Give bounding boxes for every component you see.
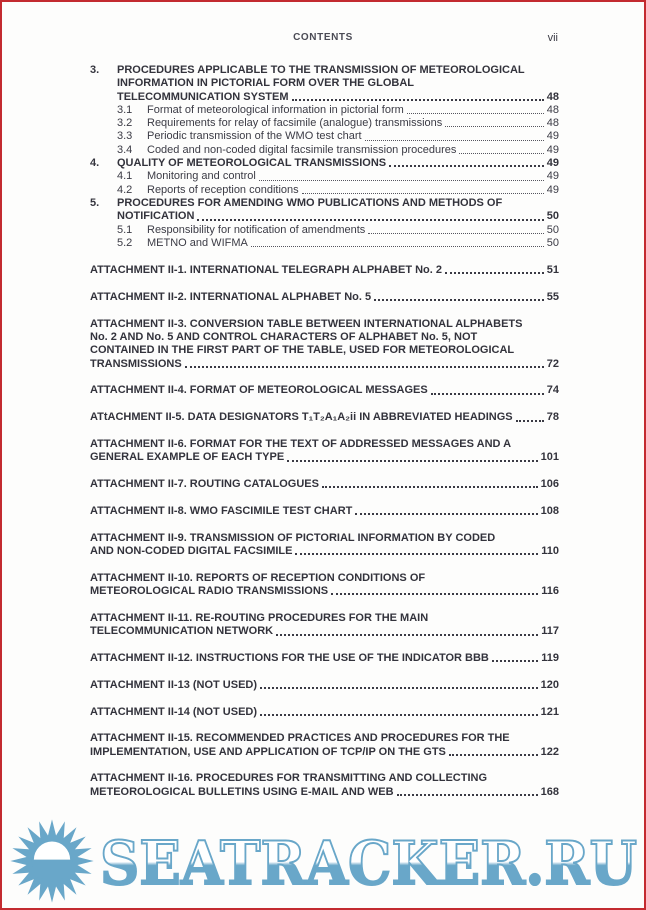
dot-leader-icon <box>397 794 538 796</box>
toc-subsection-number: 3.2 <box>117 117 133 130</box>
page-number: vii <box>547 32 558 44</box>
toc-attachment-entry <box>90 505 559 518</box>
toc-attachment-entry <box>90 384 559 397</box>
toc-entry-title: IMPLEMENTATION, USE AND APPLICATION OF TCP/IP ON THE GTS <box>90 745 446 758</box>
toc-attachment-title-line: ATTACHMENT II-3. CONVERSION TABLE BETWEEN INTERNATIONAL ALPHABETS <box>90 317 523 330</box>
toc-entry-title: AND NON-CODED DIGITAL FACSIMILE <box>90 545 293 558</box>
toc-entry-title: ATTACHMENT II-1. INTERNATIONAL TELEGRAPH ALPHABET No. 2 <box>90 264 442 277</box>
dot-leader-icon <box>389 165 544 167</box>
toc-entry-title: ATTACHMENT II-8. WMO FASCIMILE TEST CHART <box>90 504 353 517</box>
toc-sections <box>90 64 559 250</box>
toc-attachment-title-line: ATTACHMENT II-11. RE-ROUTING PROCEDURES FOR THE MAIN <box>90 611 429 624</box>
toc-entry-title: Responsibility for notification of amendments <box>147 223 366 236</box>
toc-entry-last-line <box>90 478 559 491</box>
table-of-contents <box>90 64 559 799</box>
toc-entry-title: ATTACHMENT II-12. INSTRUCTIONS FOR THE USE OF THE INDICATOR BBB <box>90 652 489 664</box>
toc-entry-page-number: 48 <box>546 103 559 116</box>
toc-section-title-line: PROCEDURES APPLICABLE TO THE TRANSMISSION OF METEOROLOGICAL <box>117 64 525 76</box>
toc-section-number: 5. <box>90 196 100 209</box>
toc-subsection-number: 5.1 <box>117 223 133 236</box>
dot-leader-icon <box>322 486 538 488</box>
dot-leader-icon <box>407 113 544 114</box>
dot-leader-icon <box>259 180 544 181</box>
toc-section-number: 3. <box>90 64 100 76</box>
toc-entry-title: ATtACHMENT II-5. DATA DESIGNATORS T₁T₂A₁A₂ii IN ABBREVIATED HEADINGS <box>90 411 513 424</box>
toc-entry-page-number: 106 <box>540 478 559 491</box>
page-header-title: CONTENTS <box>293 32 353 43</box>
toc-attachment-entry <box>90 438 559 465</box>
toc-entry-last-line <box>90 384 559 397</box>
toc-subsection-entry <box>90 117 559 130</box>
toc-entry-title: ATTACHMENT II-2. INTERNATIONAL ALPHABET No. 5 <box>90 290 372 303</box>
toc-subsection-entry <box>90 130 559 143</box>
toc-attachment-title-line: ATTACHMENT II-10. REPORTS OF RECEPTION CONDITIONS OF <box>90 571 426 584</box>
toc-attachment-entry <box>90 291 559 304</box>
toc-entry-last-line <box>90 679 559 692</box>
dot-leader-icon <box>492 660 538 662</box>
toc-attachment-entry <box>90 679 559 692</box>
toc-entry-page-number: 122 <box>540 745 559 758</box>
toc-entry-title: Format of meteorological information in pictorial form <box>147 103 404 116</box>
page-header <box>2 32 644 46</box>
toc-entry-title: ATTACHMENT II-4. FORMAT OF METEOROLOGICAL MESSAGES <box>90 384 428 397</box>
toc-entry-title: TELECOMMUNICATION SYSTEM <box>117 90 289 103</box>
toc-entry-last-line <box>90 545 559 558</box>
toc-entry-page-number: 49 <box>546 143 559 156</box>
toc-entry-last-line <box>90 585 559 598</box>
toc-entry-title: ATTACHMENT II-7. ROUTING CATALOGUES <box>90 478 319 491</box>
toc-entry-page-number: 116 <box>541 585 559 598</box>
toc-entry-page-number: 168 <box>540 785 559 798</box>
toc-entry-last-line <box>117 157 559 170</box>
toc-entry-page-number: 72 <box>546 357 559 370</box>
toc-section-entry <box>90 197 559 224</box>
toc-entry-page-number: 50 <box>546 236 559 249</box>
toc-entry-page-number: 108 <box>540 504 559 517</box>
toc-attachment-entry <box>90 264 559 277</box>
toc-subsection-number: 3.4 <box>117 143 133 156</box>
toc-attachment-entry <box>90 652 559 665</box>
toc-entry-page-number: 50 <box>546 223 559 236</box>
toc-section-title-line: PROCEDURES FOR AMENDING WMO PUBLICATIONS AND METHODS OF <box>117 196 503 209</box>
dot-leader-icon <box>445 272 544 274</box>
toc-subsection-entry <box>90 224 559 237</box>
toc-entry-title: Requirements for relay of facsimile (analogue) transmissions <box>147 117 443 130</box>
toc-entry-title: Periodic transmission of the WMO test chart <box>147 130 362 143</box>
toc-entry-title: METEOROLOGICAL RADIO TRANSMISSIONS <box>90 585 329 598</box>
toc-entry-last-line <box>90 505 559 518</box>
toc-entry-last-line <box>90 746 559 759</box>
dot-leader-icon <box>431 393 544 395</box>
toc-attachment-entry <box>90 772 559 799</box>
toc-subsection-number: 3.1 <box>117 103 133 116</box>
toc-entry-title: TELECOMMUNICATION NETWORK <box>90 625 274 638</box>
dot-leader-icon <box>185 366 544 368</box>
toc-entry-last-line <box>90 264 559 277</box>
sun-logo-icon <box>9 818 95 904</box>
dot-leader-icon <box>355 513 537 515</box>
dot-leader-icon <box>302 193 544 194</box>
toc-entry-title: ATTACHMENT II-13 (NOT USED) <box>90 678 258 691</box>
toc-entry-page-number: 49 <box>546 130 559 143</box>
toc-entry-title: NOTIFICATION <box>117 210 195 223</box>
toc-entry-last-line <box>90 625 559 638</box>
toc-entry-last-line <box>90 411 559 424</box>
dot-leader-icon <box>445 126 543 127</box>
toc-subsection-entry <box>90 144 559 157</box>
toc-entry-last-line <box>147 184 559 197</box>
toc-entry-last-line <box>117 210 559 223</box>
dot-leader-icon <box>449 754 538 756</box>
toc-entry-page-number: 120 <box>540 678 559 691</box>
toc-attachments <box>90 264 559 799</box>
toc-entry-last-line <box>90 706 559 719</box>
toc-entry-page-number: 50 <box>546 210 559 223</box>
toc-attachment-title-line: ATTACHMENT II-9. TRANSMISSION OF PICTORIAL INFORMATION BY CODED <box>90 531 496 544</box>
dot-leader-icon <box>197 219 543 221</box>
dot-leader-icon <box>251 246 544 247</box>
watermark-text: SEATRACKER.RU <box>99 828 638 900</box>
watermark-text-wrap <box>97 821 641 901</box>
toc-section-title-line: INFORMATION IN PICTORIAL FORM OVER THE GLOBAL <box>117 77 414 90</box>
toc-subsection-number: 5.2 <box>117 236 133 249</box>
toc-entry-page-number: 121 <box>540 705 559 718</box>
toc-subsection-entry <box>90 184 559 197</box>
toc-section-entry <box>90 157 559 170</box>
toc-subsection-entry <box>90 170 559 183</box>
dot-leader-icon <box>331 593 538 595</box>
toc-subsection-entry <box>90 104 559 117</box>
toc-entry-last-line <box>147 224 559 237</box>
toc-entry-title: ATTACHMENT II-14 (NOT USED) <box>90 705 258 718</box>
toc-attachment-title-line: ATTACHMENT II-6. FORMAT FOR THE TEXT OF ADDRESSED MESSAGES AND A <box>90 438 512 451</box>
toc-attachment-entry <box>90 532 559 559</box>
dot-leader-icon <box>368 233 543 234</box>
toc-entry-page-number: 78 <box>546 411 559 424</box>
toc-entry-page-number: 74 <box>546 384 559 397</box>
toc-entry-title: Reports of reception conditions <box>147 183 299 196</box>
watermark <box>5 817 641 905</box>
toc-attachment-entry <box>90 732 559 759</box>
toc-attachment-entry <box>90 612 559 639</box>
toc-entry-page-number: 48 <box>546 117 559 130</box>
toc-entry-last-line <box>90 451 559 464</box>
toc-entry-page-number: 49 <box>546 183 559 196</box>
toc-entry-title: METEOROLOGICAL BULLETINS USING E-MAIL AND WEB <box>90 785 394 798</box>
toc-attachment-entry <box>90 572 559 599</box>
toc-entry-last-line <box>147 117 559 130</box>
toc-entry-title: Monitoring and control <box>147 170 256 183</box>
toc-entry-last-line <box>147 170 559 183</box>
toc-attachment-entry <box>90 478 559 491</box>
toc-entry-page-number: 51 <box>546 264 559 277</box>
toc-attachment-entry <box>90 318 559 371</box>
dot-leader-icon <box>292 99 544 101</box>
toc-entry-page-number: 110 <box>541 545 559 558</box>
toc-attachment-entry <box>90 411 559 424</box>
toc-entry-title: METNO and WIFMA <box>147 236 248 249</box>
toc-entry-last-line <box>117 91 559 104</box>
dot-leader-icon <box>374 299 544 301</box>
toc-entry-page-number: 117 <box>541 625 559 638</box>
toc-entry-page-number: 55 <box>546 290 559 303</box>
toc-entry-title: QUALITY OF METEOROLOGICAL TRANSMISSIONS <box>117 157 387 170</box>
toc-entry-last-line <box>147 237 559 250</box>
dot-leader-icon <box>365 140 544 141</box>
toc-entry-last-line <box>147 104 559 117</box>
toc-entry-last-line <box>90 358 559 371</box>
dot-leader-icon <box>276 634 538 636</box>
toc-subsection-number: 3.3 <box>117 130 133 143</box>
toc-entry-last-line <box>147 144 559 157</box>
toc-entry-page-number: 48 <box>546 90 559 103</box>
toc-subsection-entry <box>90 237 559 250</box>
toc-attachment-title-line: No. 2 AND No. 5 AND CONTROL CHARACTERS OF ALPHABET No. 5, NOT <box>90 331 478 344</box>
dot-leader-icon <box>260 687 538 689</box>
toc-entry-last-line <box>90 786 559 799</box>
toc-entry-title: Coded and non-coded digital facsimile transmission procedures <box>147 143 457 156</box>
toc-entry-last-line <box>147 130 559 143</box>
toc-entry-page-number: 101 <box>540 451 559 464</box>
toc-entry-title: TRANSMISSIONS <box>90 357 182 370</box>
toc-entry-title: GENERAL EXAMPLE OF EACH TYPE <box>90 451 285 464</box>
dot-leader-icon <box>260 714 538 716</box>
toc-subsection-number: 4.1 <box>117 170 133 183</box>
toc-entry-last-line <box>90 291 559 304</box>
toc-attachment-entry <box>90 706 559 719</box>
toc-entry-last-line <box>90 652 559 665</box>
toc-subsection-number: 4.2 <box>117 183 133 196</box>
toc-attachment-title-line: ATTACHMENT II-15. RECOMMENDED PRACTICES AND PROCEDURES FOR THE <box>90 732 510 745</box>
toc-section-number: 4. <box>90 157 100 170</box>
toc-attachment-title-line: ATTACHMENT II-16. PROCEDURES FOR TRANSMITTING AND COLLECTING <box>90 772 488 785</box>
dot-leader-icon <box>516 420 544 422</box>
toc-entry-page-number: 119 <box>541 652 559 664</box>
toc-attachment-title-line: CONTAINED IN THE FIRST PART OF THE TABLE, USED FOR METEOROLOGICAL <box>90 344 515 357</box>
dot-leader-icon <box>459 153 543 154</box>
toc-entry-page-number: 49 <box>546 170 559 183</box>
toc-section-entry <box>90 64 559 104</box>
toc-entry-page-number: 49 <box>546 157 559 170</box>
dot-leader-icon <box>295 553 538 555</box>
dot-leader-icon <box>287 460 537 462</box>
